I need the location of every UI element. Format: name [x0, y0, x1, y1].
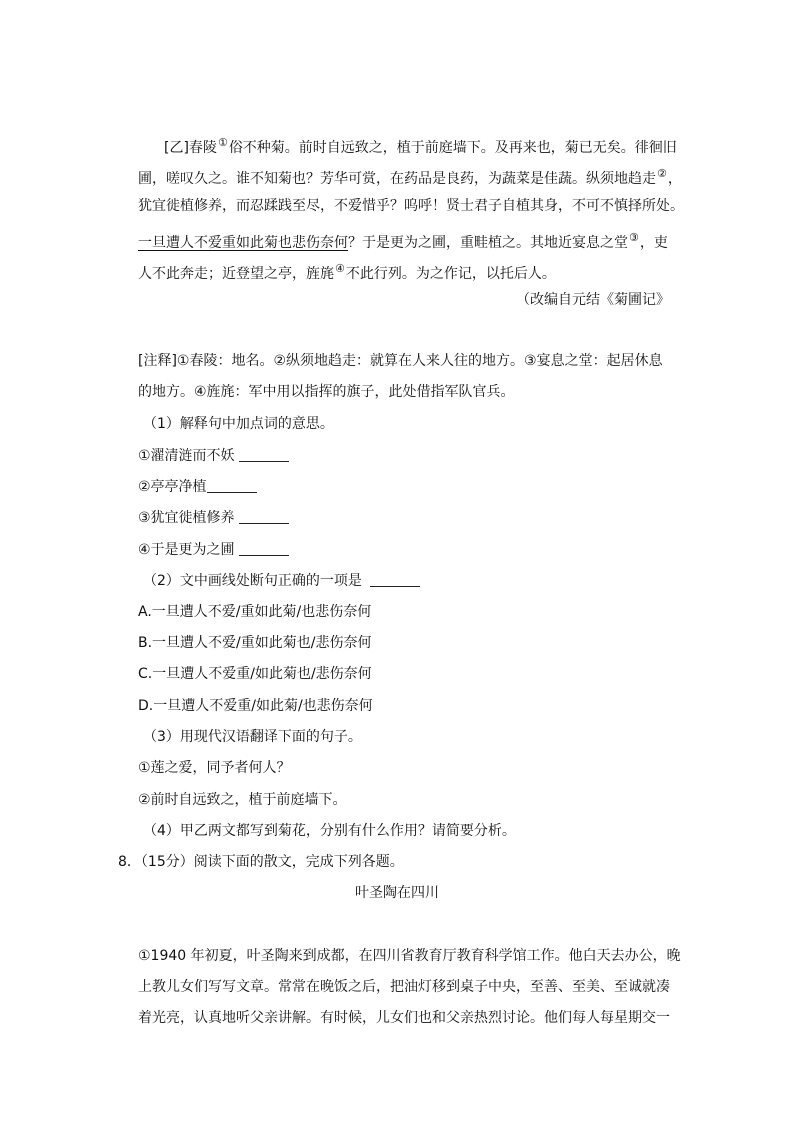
essay-paragraph-line-3: 着光亮，认真地听父亲讲解。有时候，儿女们也和父亲热烈讨论。他们每人每星期交一 — [138, 1010, 670, 1026]
item-text: ③犹宜徙植修养 — [138, 510, 235, 526]
passage-text: [乙]春陵 — [164, 140, 217, 156]
underlined-sentence: 一旦遭人不爱重如此菊也悲伤奈何 — [138, 235, 348, 251]
item-text: ②亭亭净植 — [138, 479, 207, 495]
passage-source: （改编自元结《菊圃记》 — [516, 292, 670, 308]
passage-text: ，吏 — [639, 235, 668, 251]
question-3-item: ②前时自远致之，植于前庭墙下。 — [138, 792, 347, 808]
question-3-prompt: （3）用现代汉语翻译下面的句子。 — [143, 729, 362, 745]
prompt-text: （2）文中画线处断句正确的一项是 — [143, 573, 362, 589]
passage-text: ？于是更为之圃，重畦植之。其地近宴息之堂 — [348, 235, 628, 251]
notes-line-2: 的地方。④旌旄：军中用以指挥的旗子，此处借指军队官兵。 — [138, 384, 515, 400]
question-2-option-d: D.一旦遭人不爱重/如此菊/也悲伤奈何 — [138, 698, 373, 714]
question-1-item — [138, 508, 678, 528]
question-2-option-b: B.一旦遭人不爱/重如此菊也/悲伤奈何 — [138, 635, 372, 651]
question-4-prompt: （4）甲乙两文都写到菊花，分别有什么作用？请简要分析。 — [143, 823, 516, 839]
passage-yi-line-5 — [138, 259, 678, 284]
passage-yi-line-2 — [138, 164, 682, 189]
passage-text: 不此行列。为之作记，以托后人。 — [345, 266, 556, 282]
answer-blank[interactable] — [370, 572, 420, 587]
item-text: ④于是更为之圃 — [138, 542, 235, 558]
answer-blank[interactable] — [239, 509, 289, 524]
question-1-prompt: （1）解释句中加点词的意思。 — [143, 416, 334, 432]
footnote-marker: ② — [657, 167, 667, 180]
answer-blank[interactable] — [239, 541, 289, 556]
passage-text: 犹宜徙植修养，而忍蹂践至尽，不爱惜乎？呜呼！贤士君子自植其身，不可不慎择所处。 — [138, 198, 684, 214]
footnote-marker: ③ — [629, 231, 639, 244]
passage-yi-line-4 — [138, 228, 678, 253]
essay-title: 叶圣陶在四川 — [355, 885, 439, 901]
footnote-marker: ① — [217, 136, 228, 149]
question-2-option-a: A.一旦遭人不爱/重如此菊/也悲伤奈何 — [138, 604, 372, 620]
passage-text: ， — [667, 171, 682, 187]
question-1-item — [138, 540, 678, 560]
question-3-item: ①莲之爱，同予者何人？ — [138, 760, 291, 776]
essay-paragraph-line-1: ①1940 年初夏，叶圣陶来到成都，在四川省教育厅教育科学馆工作。他白天去办公，晚 — [138, 948, 681, 964]
answer-blank[interactable] — [207, 478, 257, 493]
passage-text: 圃，嗟叹久之。谁不知菊也？芳华可赏，在药品是良药，为蔬菜是佳蔬。纵须地趋走 — [138, 171, 656, 187]
passage-text: 俗不种菊。前时自远致之，植于前庭墙下。及再来也，菊已无矣。徘徊旧 — [228, 140, 677, 156]
footnote-marker: ④ — [335, 262, 345, 275]
question-2-option-c: C.一旦遭人不爱重/如此菊也/悲伤奈何 — [138, 666, 372, 682]
passage-text: 人不此奔走；近登望之亭，旌旄 — [138, 266, 334, 282]
notes-line-1: [注释]①春陵：地名。②纵须地趋走：就算在人来人往的地方。③宴息之堂：起居休息 — [138, 353, 663, 369]
question-1-item — [138, 477, 678, 497]
question-8-header: 8．（15分）阅读下面的散文，完成下列各题。 — [118, 854, 404, 870]
question-2-prompt — [143, 571, 683, 591]
passage-yi-line-1 — [164, 133, 678, 158]
passage-yi-line-3 — [138, 196, 684, 216]
item-text: ①濯清涟而不妖 — [138, 448, 235, 464]
essay-paragraph-line-2: 上教儿女们写写文章。常常在晚饭之后，把油灯移到桌子中央，至善、至美、至诚就凑 — [138, 979, 670, 995]
answer-blank[interactable] — [239, 447, 289, 462]
question-1-item — [138, 446, 678, 466]
